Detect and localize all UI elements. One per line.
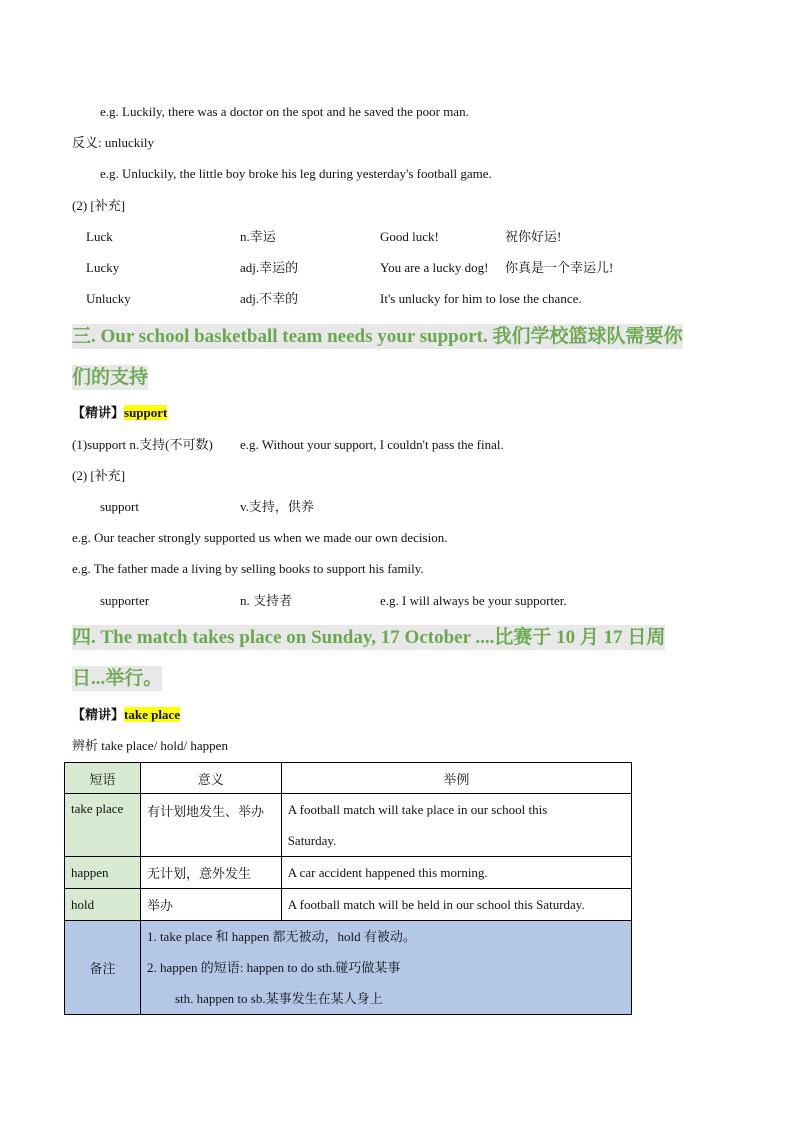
supplement-label: (2) [补充] [72,198,126,213]
word: Unlucky [86,291,131,306]
phrase-meaning: 你真是一个幸运儿! [505,260,614,275]
part-of-speech: adj.不幸的 [240,291,299,306]
tag-keyword: take place [124,707,180,722]
verb-meaning: v.支持，供养 [240,499,314,514]
example-cell [281,794,631,857]
phrase-meaning: 祝你好运! [505,229,562,244]
noun-word: supporter [100,593,150,608]
support-tag [72,405,167,421]
meaning-cell: 有计划地发生、举办 [140,794,281,857]
phrase: Good luck! [380,229,439,244]
part-of-speech: n.幸运 [240,229,276,244]
table-row [65,794,632,857]
table-row [65,857,632,889]
noun-example: e.g. I will always be your supporter. [380,593,567,608]
word: Luck [86,229,113,244]
note-line-2: 2. happen 的短语: happen to do sth.碰巧做某事 [146,960,401,975]
verb-example-2: e.g. The father made a living by selling books to support his family. [72,561,424,576]
header-phrase: 短语 [65,763,141,794]
word: Lucky [86,260,120,275]
example-cell: A car accident happened this morning. [281,857,631,889]
heading-line-1: 三. Our school basketball team needs your support. 我们学校篮球队需要你 [72,326,683,347]
luckily-example: e.g. Luckily, there was a doctor on the spot and he saved the poor man. [100,104,469,119]
supplement-label: (2) [补充] [72,468,126,483]
phrase-cell: take place [65,794,141,857]
meaning-cell: 无计划，意外发生 [140,857,281,889]
note-label: 备注 [65,921,141,1015]
phrase: It's unlucky for him to lose the chance. [380,291,582,306]
heading-line-2: 们的支持 [72,367,149,388]
antonym-line: 反义: unluckily [72,135,154,150]
phrase-cell: hold [65,889,141,921]
noun-meaning: n. 支持者 [240,593,293,608]
verb-word: support [100,499,139,514]
tag-label: 【精讲】 [72,707,125,722]
table-header-row [65,763,632,794]
phrase: You are a lucky dog! [380,260,489,275]
header-meaning: 意义 [140,763,281,794]
support-point-1-example: e.g. Without your support, I couldn't pass the final. [240,437,504,452]
tag-label: 【精讲】 [72,405,125,420]
note-line-3: sth. happen to sb.某事发生在某人身上 [174,991,383,1006]
header-example: 举例 [281,763,631,794]
part-of-speech: adj.幸运的 [240,260,299,275]
section-3-heading [72,316,724,398]
table-row [65,889,632,921]
heading-line-2: 日...举行。 [72,668,163,689]
compare-title: 辨析 take place/ hold/ happen [72,738,228,753]
note-line-1: 1. take place 和 happen 都无被动，hold 有被动。 [146,929,416,944]
example-line-1: A football match will take place in our school this [287,802,548,817]
section-4-heading [72,617,724,699]
tag-keyword: support [124,405,168,420]
take-place-tag [72,707,180,723]
note-content [140,921,631,1015]
note-row [65,921,632,1015]
comparison-table [64,762,632,1015]
unluckily-example: e.g. Unluckily, the little boy broke his leg during yesterday's football game. [100,166,492,181]
heading-line-1: 四. The match takes place on Sunday, 17 October ....比赛于 10 月 17 日周 [72,627,666,648]
example-cell: A football match will be held in our school this Saturday. [281,889,631,921]
meaning-cell: 举办 [140,889,281,921]
verb-example-1: e.g. Our teacher strongly supported us when we made our own decision. [72,530,448,545]
support-point-1: (1)support n.支持(不可数) [72,437,213,452]
phrase-cell: happen [65,857,141,889]
example-line-2: Saturday. [287,833,337,848]
